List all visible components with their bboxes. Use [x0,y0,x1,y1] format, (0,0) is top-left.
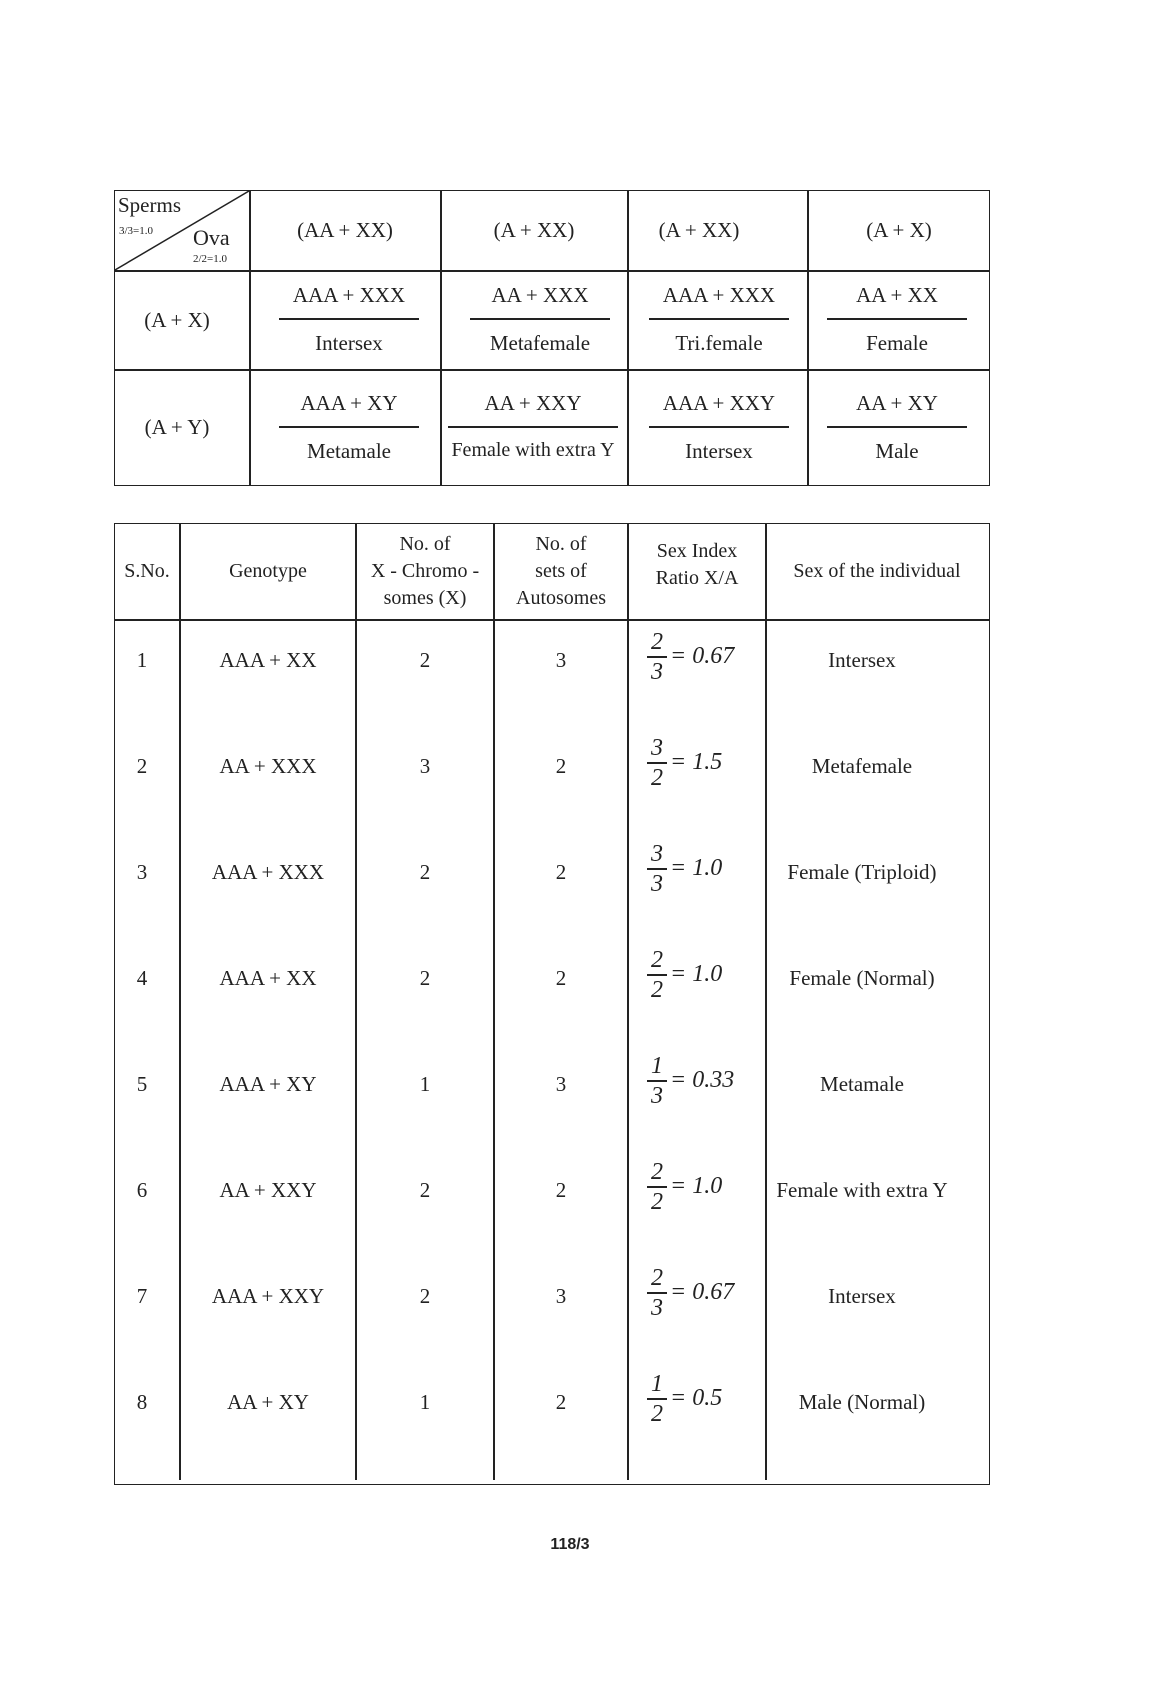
fraction-value: = 1.0 [670,961,723,988]
fraction-value: = 1.0 [670,855,723,882]
row-autosome-sets: 3 [555,1071,567,1096]
row-sno: 4 [136,965,148,990]
row-sno: 6 [136,1177,148,1202]
fraction-value: = 1.0 [670,1173,723,1200]
row-genotype: AAA + XY [219,1071,317,1096]
offspring-genotype: AAA + XXX [662,283,776,307]
offspring-cell [443,391,623,462]
fraction-stack [647,840,667,898]
fraction-stack [647,1370,667,1428]
offspring-genotype: AAA + XY [300,391,398,415]
row-genotype: AAA + XXX [211,859,325,884]
offspring-sex: Female with extra Y [451,438,615,461]
row-sex: Metamale [820,1071,904,1096]
row-genotype: AAA + XXY [211,1283,325,1308]
fraction-numerator: 2 [651,1159,663,1185]
row-autosome-sets: 2 [555,753,567,778]
fraction-numerator: 2 [651,629,663,655]
offspring-sex: Tri.female [675,330,763,355]
sex-index-fraction [647,1158,722,1216]
offspring-sex: Male [875,438,919,463]
offspring-sex: Metamale [307,438,391,463]
fraction-value: = 0.67 [670,643,735,670]
row-x-count: 2 [419,859,431,884]
row-autosome-sets: 2 [555,1389,567,1414]
header-sex: Sex of the individual [793,560,961,582]
fraction-denominator: 2 [651,976,663,1003]
header-line: somes (X) [383,587,467,609]
offspring-cell [649,283,789,356]
fraction-bar [279,318,419,320]
fraction-numerator: 2 [651,1265,663,1291]
header-sex-index [629,524,765,606]
offspring-cell [649,391,789,464]
fraction-stack [647,734,667,792]
offspring-genotype: AAA + XXY [662,391,776,415]
sex-index-fraction [647,840,722,898]
row-header: (A + X) [144,307,210,332]
offspring-sex: Metafemale [489,330,591,355]
sex-index-fraction [647,734,722,792]
offspring-genotype: AA + XY [856,391,938,415]
offspring-sex: Intersex [685,438,753,463]
offspring-sex: Female [866,330,928,355]
row-sex: Male (Normal) [798,1389,926,1414]
header-line: No. of [399,533,451,555]
row-genotype: AAA + XX [219,965,317,990]
row-x-count: 3 [419,753,431,778]
row-autosome-sets: 2 [555,1177,567,1202]
fraction-bar [448,426,618,428]
cross-table [114,190,990,486]
offspring-genotype: AA + XXY [484,391,582,415]
row-autosome-sets: 2 [555,965,567,990]
row-x-count: 1 [419,1071,431,1096]
fraction-numerator: 3 [651,735,663,761]
fraction-value: = 0.67 [670,1279,735,1306]
grid-line [115,369,989,371]
row-sex: Metafemale [811,753,913,778]
corner-ova-ratio: 2/2=1.0 [193,253,228,265]
sex-index-fraction [647,946,722,1004]
header-genotype: Genotype [229,560,307,582]
fraction-value: = 1.5 [670,749,723,776]
offspring-sex: Intersex [315,330,383,355]
fraction-denominator: 2 [651,1400,663,1427]
row-genotype: AAA + XX [219,647,317,672]
sex-index-fraction [647,1264,734,1322]
sex-index-fraction [647,628,734,686]
offspring-cell [279,283,419,356]
row-autosome-sets: 2 [555,859,567,884]
row-genotype: AA + XXX [219,753,317,778]
offspring-genotype: AAA + XXX [292,283,406,307]
sex-index-fraction [647,1370,722,1428]
grid-line [627,524,629,1480]
row-sex: Female (Triploid) [787,859,937,884]
fraction-bar [827,426,967,428]
fraction-bar [649,426,789,428]
page-number: 118/3 [550,1536,590,1553]
row-x-count: 2 [419,647,431,672]
row-header: (A + Y) [144,415,210,439]
offspring-genotype: AA + XX [856,283,938,307]
column-header: (A + XX) [658,218,740,242]
fraction-stack [647,1052,667,1110]
row-sno: 7 [136,1283,148,1308]
offspring-cell [827,283,967,356]
corner-ova-label: Ova [193,225,230,250]
header-line: sets of [535,560,587,582]
row-sex: Intersex [828,647,896,672]
sex-index-fraction [647,1052,734,1110]
column-header: (A + X) [866,218,932,242]
header-line: No. of [535,533,587,555]
offspring-genotype: AA + XXX [491,283,589,307]
row-autosome-sets: 3 [555,647,567,672]
row-x-count: 1 [419,1389,431,1414]
sex-index-table [114,523,990,1485]
row-x-count: 2 [419,1177,431,1202]
fraction-bar [827,318,967,320]
offspring-cell [279,391,419,464]
row-genotype: AA + XY [227,1389,309,1414]
row-sex: Intersex [828,1283,896,1308]
header-x-chromosomes [357,524,493,619]
row-sno: 5 [136,1071,148,1096]
fraction-value: = 0.5 [670,1385,723,1412]
row-sex: Female (Normal) [789,965,935,990]
fraction-stack [647,1264,667,1322]
row-autosome-sets: 3 [555,1283,567,1308]
corner-sperms-ratio: 3/3=1.0 [119,225,154,237]
row-x-count: 2 [419,1283,431,1308]
offspring-cell [470,283,610,356]
header-line: Ratio X/A [655,567,739,589]
column-header: (A + XX) [493,218,575,242]
header-line: X - Chromo - [370,560,480,582]
fraction-value: = 0.33 [670,1067,735,1094]
header-line: Sex Index [656,540,738,562]
fraction-denominator: 2 [651,764,663,791]
row-sno: 1 [136,647,148,672]
offspring-cell [827,391,967,464]
fraction-bar [279,426,419,428]
fraction-numerator: 1 [651,1053,663,1079]
fraction-numerator: 3 [651,841,663,867]
row-x-count: 2 [419,965,431,990]
fraction-stack [647,628,667,686]
corner-sperms-label: Sperms [118,193,181,217]
column-header: (AA + XX) [297,218,393,242]
fraction-bar [470,318,610,320]
fraction-denominator: 3 [651,1294,663,1321]
fraction-numerator: 2 [651,947,663,973]
row-genotype: AA + XXY [219,1177,317,1202]
fraction-numerator: 1 [651,1371,663,1397]
fraction-denominator: 3 [651,658,663,685]
fraction-denominator: 2 [651,1188,663,1215]
row-sno: 2 [136,753,148,778]
row-sno: 8 [136,1389,148,1414]
row-sno: 3 [136,859,148,884]
grid-line [115,619,989,621]
fraction-denominator: 3 [651,1082,663,1109]
header-autosomes [495,524,627,619]
header-sno: S.No. [124,560,170,582]
fraction-stack [647,946,667,1004]
fraction-bar [649,318,789,320]
header-line: Autosomes [516,587,606,609]
fraction-stack [647,1158,667,1216]
fraction-denominator: 3 [651,870,663,897]
row-sex: Female with extra Y [776,1177,948,1202]
